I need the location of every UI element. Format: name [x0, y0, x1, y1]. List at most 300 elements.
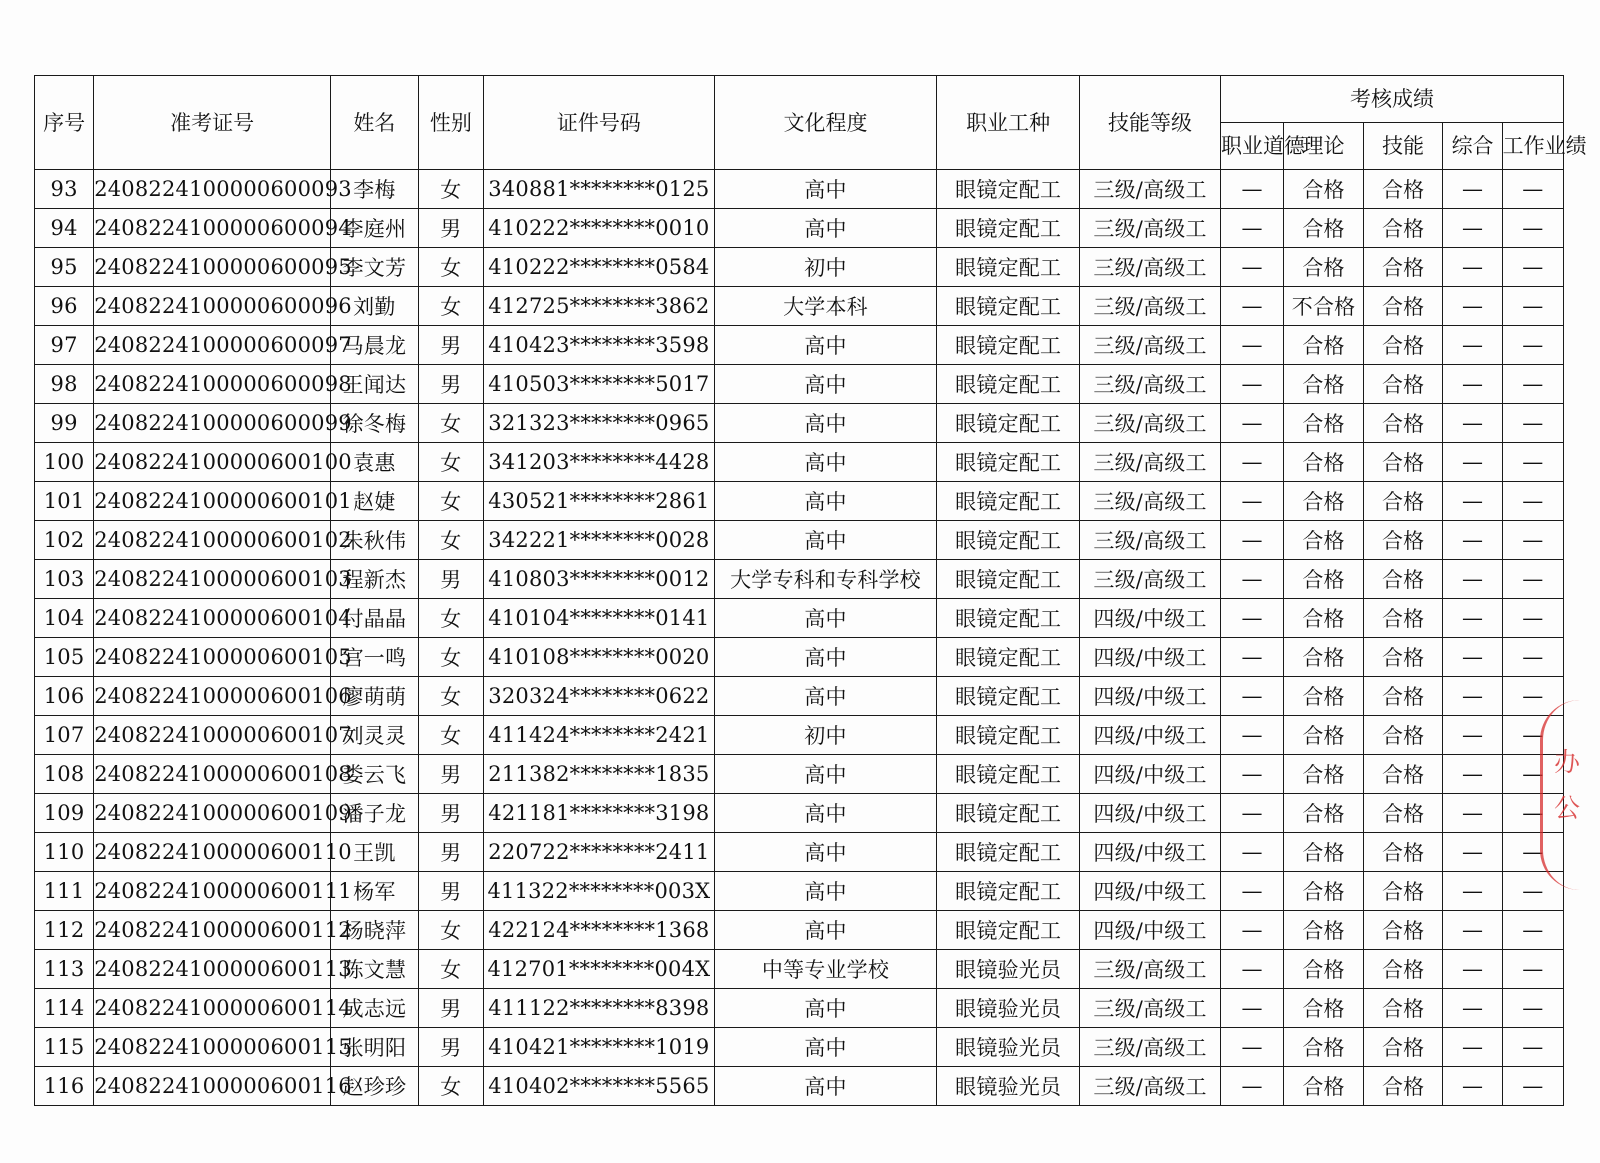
cell-performance: —: [1502, 950, 1563, 989]
cell-occupation: 眼镜定配工: [937, 365, 1080, 404]
cell-ticket: 2408224100000600094: [94, 209, 331, 248]
cell-name: 成志远: [330, 989, 418, 1028]
cell-education: 高中: [714, 872, 937, 911]
cell-theory: 合格: [1284, 911, 1364, 950]
cell-overall: —: [1443, 833, 1502, 872]
cell-overall: —: [1443, 716, 1502, 755]
cell-skill: 合格: [1363, 443, 1443, 482]
cell-occupation: 眼镜定配工: [937, 248, 1080, 287]
cell-ethics: —: [1220, 989, 1283, 1028]
cell-theory: 合格: [1284, 755, 1364, 794]
table-row: [35, 989, 1564, 1028]
cell-performance: —: [1502, 911, 1563, 950]
cell-education: 高中: [714, 482, 937, 521]
cell-name: 李庭州: [330, 209, 418, 248]
cell-performance: —: [1502, 404, 1563, 443]
cell-id-number: 410222********0584: [484, 248, 715, 287]
cell-overall: —: [1443, 482, 1502, 521]
cell-seq: 96: [35, 287, 94, 326]
cell-overall: —: [1443, 287, 1502, 326]
cell-ticket: 2408224100000600111: [94, 872, 331, 911]
cell-overall: —: [1443, 599, 1502, 638]
cell-ticket: 2408224100000600102: [94, 521, 331, 560]
table-row: [35, 677, 1564, 716]
cell-skill-level: 四级/中级工: [1080, 833, 1221, 872]
cell-theory: 合格: [1284, 326, 1364, 365]
cell-name: 李文芳: [330, 248, 418, 287]
cell-skill-level: 三级/高级工: [1080, 1067, 1221, 1106]
cell-skill: 合格: [1363, 599, 1443, 638]
cell-occupation: 眼镜定配工: [937, 833, 1080, 872]
cell-seq: 103: [35, 560, 94, 599]
cell-theory: 合格: [1284, 1067, 1364, 1106]
cell-seq: 98: [35, 365, 94, 404]
cell-ethics: —: [1220, 833, 1283, 872]
cell-performance: —: [1502, 989, 1563, 1028]
cell-performance: —: [1502, 287, 1563, 326]
cell-skill-level: 四级/中级工: [1080, 755, 1221, 794]
cell-skill-level: 三级/高级工: [1080, 560, 1221, 599]
cell-name: 陈文慧: [330, 950, 418, 989]
cell-theory: 合格: [1284, 794, 1364, 833]
cell-performance: —: [1502, 638, 1563, 677]
cell-performance: —: [1502, 248, 1563, 287]
cell-id-number: 320324********0622: [484, 677, 715, 716]
cell-gender: 女: [418, 950, 483, 989]
cell-seq: 115: [35, 1028, 94, 1067]
cell-ethics: —: [1220, 755, 1283, 794]
cell-id-number: 340881********0125: [484, 170, 715, 209]
cell-occupation: 眼镜验光员: [937, 1028, 1080, 1067]
cell-ticket: 2408224100000600098: [94, 365, 331, 404]
table-row: [35, 716, 1564, 755]
table-row: [35, 404, 1564, 443]
cell-gender: 女: [418, 599, 483, 638]
cell-ticket: 2408224100000600114: [94, 989, 331, 1028]
cell-occupation: 眼镜定配工: [937, 599, 1080, 638]
cell-name: 程新杰: [330, 560, 418, 599]
cell-theory: 合格: [1284, 482, 1364, 521]
header-row: [35, 76, 1564, 123]
cell-skill: 合格: [1363, 326, 1443, 365]
table-row: [35, 482, 1564, 521]
cell-education: 高中: [714, 755, 937, 794]
cell-gender: 女: [418, 248, 483, 287]
cell-theory: 合格: [1284, 677, 1364, 716]
cell-skill: 合格: [1363, 404, 1443, 443]
cell-id-number: 421181********3198: [484, 794, 715, 833]
cell-seq: 99: [35, 404, 94, 443]
cell-ticket: 2408224100000600100: [94, 443, 331, 482]
cell-skill-level: 三级/高级工: [1080, 326, 1221, 365]
cell-ethics: —: [1220, 1028, 1283, 1067]
cell-ethics: —: [1220, 170, 1283, 209]
cell-seq: 111: [35, 872, 94, 911]
cell-ethics: —: [1220, 287, 1283, 326]
table-row: [35, 950, 1564, 989]
cell-overall: —: [1443, 989, 1502, 1028]
col-header-name: 姓名: [330, 76, 418, 170]
cell-theory: 合格: [1284, 521, 1364, 560]
cell-theory: 不合格: [1284, 287, 1364, 326]
cell-skill-level: 四级/中级工: [1080, 599, 1221, 638]
cell-theory: 合格: [1284, 404, 1364, 443]
cell-skill-level: 三级/高级工: [1080, 482, 1221, 521]
cell-education: 中等专业学校: [714, 950, 937, 989]
cell-name: 廖萌萌: [330, 677, 418, 716]
col-header-skill-level: 技能等级: [1080, 76, 1221, 170]
cell-name: 赵婕: [330, 482, 418, 521]
cell-ethics: —: [1220, 1067, 1283, 1106]
col-header-seq: 序号: [35, 76, 94, 170]
cell-education: 高中: [714, 833, 937, 872]
table-row: [35, 170, 1564, 209]
cell-overall: —: [1443, 443, 1502, 482]
cell-skill: 合格: [1363, 560, 1443, 599]
col-header-ticket: 准考证号: [94, 76, 331, 170]
cell-gender: 女: [418, 287, 483, 326]
cell-skill-level: 三级/高级工: [1080, 404, 1221, 443]
cell-seq: 108: [35, 755, 94, 794]
cell-performance: —: [1502, 599, 1563, 638]
cell-education: 初中: [714, 248, 937, 287]
cell-id-number: 410222********0010: [484, 209, 715, 248]
cell-performance: —: [1502, 365, 1563, 404]
cell-skill: 合格: [1363, 716, 1443, 755]
cell-skill: 合格: [1363, 950, 1443, 989]
cell-gender: 男: [418, 755, 483, 794]
cell-education: 高中: [714, 794, 937, 833]
cell-gender: 男: [418, 209, 483, 248]
table-row: [35, 209, 1564, 248]
table-row: [35, 1028, 1564, 1067]
cell-name: 潘子龙: [330, 794, 418, 833]
cell-occupation: 眼镜定配工: [937, 911, 1080, 950]
cell-performance: —: [1502, 443, 1563, 482]
col-header-education: 文化程度: [714, 76, 937, 170]
cell-ethics: —: [1220, 482, 1283, 521]
cell-gender: 女: [418, 1067, 483, 1106]
cell-id-number: 211382********1835: [484, 755, 715, 794]
cell-skill-level: 三级/高级工: [1080, 365, 1221, 404]
cell-occupation: 眼镜定配工: [937, 170, 1080, 209]
cell-ethics: —: [1220, 716, 1283, 755]
cell-overall: —: [1443, 209, 1502, 248]
cell-ticket: 2408224100000600099: [94, 404, 331, 443]
table-row: [35, 872, 1564, 911]
cell-seq: 110: [35, 833, 94, 872]
cell-name: 赵珍珍: [330, 1067, 418, 1106]
cell-theory: 合格: [1284, 872, 1364, 911]
cell-occupation: 眼镜定配工: [937, 677, 1080, 716]
cell-skill-level: 三级/高级工: [1080, 950, 1221, 989]
cell-occupation: 眼镜定配工: [937, 482, 1080, 521]
cell-education: 高中: [714, 326, 937, 365]
cell-skill: 合格: [1363, 287, 1443, 326]
cell-occupation: 眼镜定配工: [937, 209, 1080, 248]
cell-gender: 女: [418, 638, 483, 677]
cell-ethics: —: [1220, 911, 1283, 950]
cell-skill-level: 三级/高级工: [1080, 287, 1221, 326]
cell-ethics: —: [1220, 872, 1283, 911]
table-body: [35, 170, 1564, 1106]
cell-overall: —: [1443, 872, 1502, 911]
cell-name: 徐冬梅: [330, 404, 418, 443]
cell-id-number: 410803********0012: [484, 560, 715, 599]
cell-ticket: 2408224100000600108: [94, 755, 331, 794]
cell-ticket: 2408224100000600113: [94, 950, 331, 989]
table-row: [35, 248, 1564, 287]
cell-performance: —: [1502, 521, 1563, 560]
cell-performance: —: [1502, 482, 1563, 521]
cell-id-number: 410104********0141: [484, 599, 715, 638]
cell-gender: 男: [418, 1028, 483, 1067]
cell-theory: 合格: [1284, 833, 1364, 872]
cell-name: 付晶晶: [330, 599, 418, 638]
table-row: [35, 443, 1564, 482]
cell-ethics: —: [1220, 326, 1283, 365]
cell-skill-level: 四级/中级工: [1080, 677, 1221, 716]
cell-education: 高中: [714, 1028, 937, 1067]
cell-performance: —: [1502, 1067, 1563, 1106]
cell-seq: 93: [35, 170, 94, 209]
col-header-performance: 工作业绩: [1502, 123, 1563, 170]
cell-name: 刘勤: [330, 287, 418, 326]
cell-ticket: 2408224100000600093: [94, 170, 331, 209]
cell-overall: —: [1443, 755, 1502, 794]
cell-performance: —: [1502, 872, 1563, 911]
cell-theory: 合格: [1284, 248, 1364, 287]
cell-theory: 合格: [1284, 989, 1364, 1028]
cell-theory: 合格: [1284, 170, 1364, 209]
cell-ticket: 2408224100000600103: [94, 560, 331, 599]
cell-skill: 合格: [1363, 248, 1443, 287]
cell-occupation: 眼镜验光员: [937, 1067, 1080, 1106]
cell-overall: —: [1443, 1067, 1502, 1106]
cell-id-number: 342221********0028: [484, 521, 715, 560]
cell-seq: 114: [35, 989, 94, 1028]
cell-gender: 女: [418, 170, 483, 209]
cell-skill: 合格: [1363, 209, 1443, 248]
cell-skill: 合格: [1363, 170, 1443, 209]
cell-overall: —: [1443, 638, 1502, 677]
cell-ticket: 2408224100000600106: [94, 677, 331, 716]
cell-name: 王闻达: [330, 365, 418, 404]
cell-skill: 合格: [1363, 521, 1443, 560]
cell-occupation: 眼镜定配工: [937, 872, 1080, 911]
cell-ticket: 2408224100000600101: [94, 482, 331, 521]
cell-performance: —: [1502, 209, 1563, 248]
cell-seq: 104: [35, 599, 94, 638]
cell-skill: 合格: [1363, 482, 1443, 521]
cell-id-number: 220722********2411: [484, 833, 715, 872]
cell-education: 高中: [714, 989, 937, 1028]
cell-skill-level: 三级/高级工: [1080, 521, 1221, 560]
cell-seq: 97: [35, 326, 94, 365]
cell-seq: 102: [35, 521, 94, 560]
cell-ticket: 2408224100000600105: [94, 638, 331, 677]
cell-skill: 合格: [1363, 365, 1443, 404]
cell-id-number: 410108********0020: [484, 638, 715, 677]
cell-gender: 男: [418, 989, 483, 1028]
cell-education: 高中: [714, 677, 937, 716]
cell-gender: 女: [418, 521, 483, 560]
cell-gender: 男: [418, 365, 483, 404]
cell-ethics: —: [1220, 248, 1283, 287]
cell-performance: —: [1502, 755, 1563, 794]
cell-theory: 合格: [1284, 209, 1364, 248]
cell-performance: —: [1502, 326, 1563, 365]
cell-id-number: 341203********4428: [484, 443, 715, 482]
cell-skill-level: 四级/中级工: [1080, 716, 1221, 755]
cell-overall: —: [1443, 365, 1502, 404]
cell-id-number: 410423********3598: [484, 326, 715, 365]
cell-overall: —: [1443, 677, 1502, 716]
cell-ticket: 2408224100000600115: [94, 1028, 331, 1067]
cell-ticket: 2408224100000600097: [94, 326, 331, 365]
cell-gender: 男: [418, 326, 483, 365]
cell-overall: —: [1443, 404, 1502, 443]
cell-skill-level: 四级/中级工: [1080, 872, 1221, 911]
cell-id-number: 430521********2861: [484, 482, 715, 521]
cell-education: 高中: [714, 209, 937, 248]
cell-gender: 男: [418, 560, 483, 599]
cell-name: 王凯: [330, 833, 418, 872]
cell-gender: 男: [418, 872, 483, 911]
cell-education: 高中: [714, 170, 937, 209]
table-row: [35, 599, 1564, 638]
cell-seq: 112: [35, 911, 94, 950]
cell-performance: —: [1502, 716, 1563, 755]
cell-skill: 合格: [1363, 794, 1443, 833]
cell-theory: 合格: [1284, 599, 1364, 638]
cell-skill-level: 三级/高级工: [1080, 248, 1221, 287]
cell-ticket: 2408224100000600096: [94, 287, 331, 326]
cell-occupation: 眼镜定配工: [937, 326, 1080, 365]
cell-theory: 合格: [1284, 443, 1364, 482]
cell-seq: 95: [35, 248, 94, 287]
cell-id-number: 410402********5565: [484, 1067, 715, 1106]
cell-education: 初中: [714, 716, 937, 755]
cell-id-number: 410503********5017: [484, 365, 715, 404]
cell-id-number: 321323********0965: [484, 404, 715, 443]
col-header-occupation: 职业工种: [937, 76, 1080, 170]
cell-id-number: 422124********1368: [484, 911, 715, 950]
cell-occupation: 眼镜定配工: [937, 287, 1080, 326]
table-row: [35, 365, 1564, 404]
cell-occupation: 眼镜验光员: [937, 950, 1080, 989]
col-header-skill: 技能: [1363, 123, 1443, 170]
cell-education: 高中: [714, 1067, 937, 1106]
cell-occupation: 眼镜定配工: [937, 443, 1080, 482]
cell-gender: 男: [418, 833, 483, 872]
table-row: [35, 833, 1564, 872]
cell-performance: —: [1502, 560, 1563, 599]
cell-performance: —: [1502, 170, 1563, 209]
col-header-overall: 综合: [1443, 123, 1502, 170]
cell-occupation: 眼镜定配工: [937, 560, 1080, 599]
cell-id-number: 410421********1019: [484, 1028, 715, 1067]
cell-gender: 女: [418, 482, 483, 521]
cell-overall: —: [1443, 248, 1502, 287]
cell-ticket: 2408224100000600095: [94, 248, 331, 287]
cell-skill: 合格: [1363, 989, 1443, 1028]
cell-name: 马晨龙: [330, 326, 418, 365]
table-row: [35, 521, 1564, 560]
cell-ticket: 2408224100000600110: [94, 833, 331, 872]
cell-seq: 116: [35, 1067, 94, 1106]
cell-skill: 合格: [1363, 755, 1443, 794]
cell-seq: 107: [35, 716, 94, 755]
cell-name: 朱秋伟: [330, 521, 418, 560]
cell-performance: —: [1502, 677, 1563, 716]
cell-overall: —: [1443, 521, 1502, 560]
cell-occupation: 眼镜定配工: [937, 755, 1080, 794]
cell-skill-level: 三级/高级工: [1080, 989, 1221, 1028]
table-row: [35, 794, 1564, 833]
cell-skill-level: 四级/中级工: [1080, 794, 1221, 833]
table-row: [35, 755, 1564, 794]
cell-ethics: —: [1220, 599, 1283, 638]
cell-education: 大学本科: [714, 287, 937, 326]
cell-theory: 合格: [1284, 638, 1364, 677]
cell-ticket: 2408224100000600116: [94, 1067, 331, 1106]
cell-overall: —: [1443, 1028, 1502, 1067]
cell-name: 杨军: [330, 872, 418, 911]
cell-seq: 94: [35, 209, 94, 248]
table-row: [35, 326, 1564, 365]
cell-ticket: 2408224100000600104: [94, 599, 331, 638]
cell-name: 杨晓萍: [330, 911, 418, 950]
col-header-gender: 性别: [418, 76, 483, 170]
cell-name: 刘灵灵: [330, 716, 418, 755]
cell-theory: 合格: [1284, 716, 1364, 755]
cell-ethics: —: [1220, 794, 1283, 833]
cell-gender: 男: [418, 794, 483, 833]
cell-gender: 女: [418, 716, 483, 755]
cell-id-number: 411424********2421: [484, 716, 715, 755]
cell-theory: 合格: [1284, 1028, 1364, 1067]
cell-overall: —: [1443, 560, 1502, 599]
cell-id-number: 412725********3862: [484, 287, 715, 326]
cell-name: 张明阳: [330, 1028, 418, 1067]
cell-theory: 合格: [1284, 560, 1364, 599]
cell-skill: 合格: [1363, 677, 1443, 716]
cell-occupation: 眼镜定配工: [937, 794, 1080, 833]
cell-performance: —: [1502, 1028, 1563, 1067]
cell-occupation: 眼镜验光员: [937, 989, 1080, 1028]
cell-ethics: —: [1220, 443, 1283, 482]
cell-skill: 合格: [1363, 833, 1443, 872]
cell-gender: 女: [418, 404, 483, 443]
cell-overall: —: [1443, 911, 1502, 950]
cell-seq: 100: [35, 443, 94, 482]
cell-seq: 105: [35, 638, 94, 677]
cell-skill-level: 三级/高级工: [1080, 209, 1221, 248]
cell-skill: 合格: [1363, 1028, 1443, 1067]
cell-overall: —: [1443, 170, 1502, 209]
cell-gender: 女: [418, 443, 483, 482]
cell-seq: 113: [35, 950, 94, 989]
table-row: [35, 911, 1564, 950]
table-row: [35, 1067, 1564, 1106]
cell-performance: —: [1502, 794, 1563, 833]
cell-name: 袁惠: [330, 443, 418, 482]
cell-occupation: 眼镜定配工: [937, 638, 1080, 677]
cell-name: 李梅: [330, 170, 418, 209]
cell-ticket: 2408224100000600109: [94, 794, 331, 833]
cell-overall: —: [1443, 326, 1502, 365]
